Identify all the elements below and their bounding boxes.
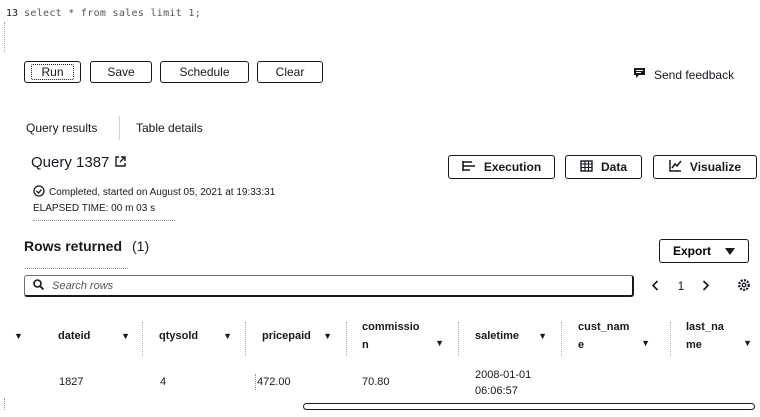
external-link-icon[interactable]	[115, 154, 126, 171]
column-header-cust-name[interactable]	[578, 318, 650, 350]
check-circle-icon	[33, 185, 45, 200]
visualize-label: Visualize	[689, 160, 742, 174]
column-divider[interactable]	[142, 322, 143, 356]
select-all-column[interactable]	[14, 320, 28, 352]
tab-divider	[119, 116, 120, 140]
search-rows-box[interactable]	[24, 275, 634, 297]
rows-returned-heading	[24, 238, 149, 254]
column-divider[interactable]	[670, 322, 671, 356]
cell-qtysold: 4	[160, 376, 167, 388]
page-number[interactable]: 1	[677, 279, 685, 293]
sort-caret-icon: ▼	[435, 338, 444, 348]
cell-divider	[255, 374, 256, 390]
search-rows-input[interactable]	[52, 280, 572, 292]
status-divider	[33, 220, 175, 221]
column-divider[interactable]	[458, 322, 459, 356]
save-button[interactable]: Save	[90, 61, 152, 83]
chat-bubble-icon	[633, 67, 646, 82]
chevron-right-icon	[702, 279, 710, 294]
column-header-qtysold[interactable]	[159, 320, 232, 352]
grid-icon	[580, 160, 593, 175]
run-button-label: Run	[31, 64, 73, 80]
cell-pricepaid: 472.00	[257, 376, 291, 388]
column-header-commission[interactable]	[362, 318, 444, 350]
table-settings-button[interactable]	[736, 277, 752, 295]
sort-caret-icon: ▼	[14, 331, 23, 341]
column-label: qtysold	[159, 330, 199, 342]
chevron-left-icon	[651, 279, 659, 294]
tab-table-details[interactable]: Table details	[136, 121, 203, 135]
sort-caret-icon: ▼	[641, 338, 650, 348]
column-header-dateid[interactable]	[58, 320, 130, 352]
query-title	[31, 154, 126, 171]
column-label: saletime	[475, 330, 520, 342]
search-divider	[25, 268, 128, 269]
column-label: cust_name	[578, 321, 630, 351]
sort-caret-icon: ▼	[121, 331, 130, 341]
rows-returned-label: Rows returned	[24, 238, 123, 254]
table-left-edge	[4, 398, 5, 410]
column-label: commission	[362, 321, 420, 351]
column-divider[interactable]	[245, 322, 246, 356]
column-header-pricepaid[interactable]	[262, 320, 332, 352]
sort-caret-icon: ▼	[743, 338, 752, 348]
schedule-button[interactable]: Schedule	[160, 61, 249, 83]
query-title-text: Query 1387	[31, 154, 110, 171]
next-page-button[interactable]	[699, 277, 713, 295]
chart-icon	[669, 159, 682, 175]
sort-caret-icon: ▼	[323, 331, 332, 341]
sort-caret-icon: ▼	[223, 331, 232, 341]
send-feedback-link[interactable]	[633, 67, 734, 82]
execution-icon	[462, 160, 476, 175]
export-button[interactable]	[659, 239, 749, 263]
search-icon	[33, 279, 44, 293]
cell-commission: 70.80	[362, 376, 390, 388]
editor-gutter	[4, 22, 5, 52]
send-feedback-label: Send feedback	[654, 67, 735, 82]
column-label: dateid	[58, 330, 91, 342]
gear-icon	[737, 278, 751, 295]
query-code[interactable]: select * from sales limit 1;	[24, 7, 202, 19]
rows-returned-count: (1)	[132, 238, 150, 254]
clear-button[interactable]: Clear	[257, 61, 323, 83]
previous-page-button[interactable]	[648, 277, 662, 295]
column-label: pricepaid	[262, 330, 311, 342]
data-label: Data	[600, 160, 627, 174]
column-divider[interactable]	[346, 322, 347, 356]
cell-saletime: 2008-01-01 06:06:57	[475, 369, 532, 397]
sort-caret-icon: ▼	[538, 331, 547, 341]
column-label: last_name	[686, 321, 724, 351]
visualize-button[interactable]	[653, 155, 757, 179]
export-label: Export	[672, 244, 711, 258]
tab-query-results[interactable]: Query results	[26, 121, 98, 135]
status-text: Completed, started on August 05, 2021 at 19:33:31	[49, 187, 276, 198]
query-status	[33, 185, 275, 200]
data-button[interactable]	[565, 155, 642, 179]
elapsed-time: ELAPSED TIME: 00 m 03 s	[33, 203, 156, 214]
execution-button[interactable]	[448, 155, 555, 179]
line-number: 13	[6, 7, 19, 19]
execution-label: Execution	[483, 160, 542, 174]
horizontal-scrollbar[interactable]	[303, 403, 755, 410]
cell-dateid: 1827	[59, 376, 84, 388]
column-header-last-name[interactable]	[686, 318, 752, 350]
editor-line[interactable]	[6, 4, 201, 22]
column-divider[interactable]	[561, 322, 562, 356]
column-header-saletime[interactable]	[475, 320, 547, 352]
caret-down-icon	[725, 244, 735, 258]
run-button[interactable]	[24, 61, 81, 83]
